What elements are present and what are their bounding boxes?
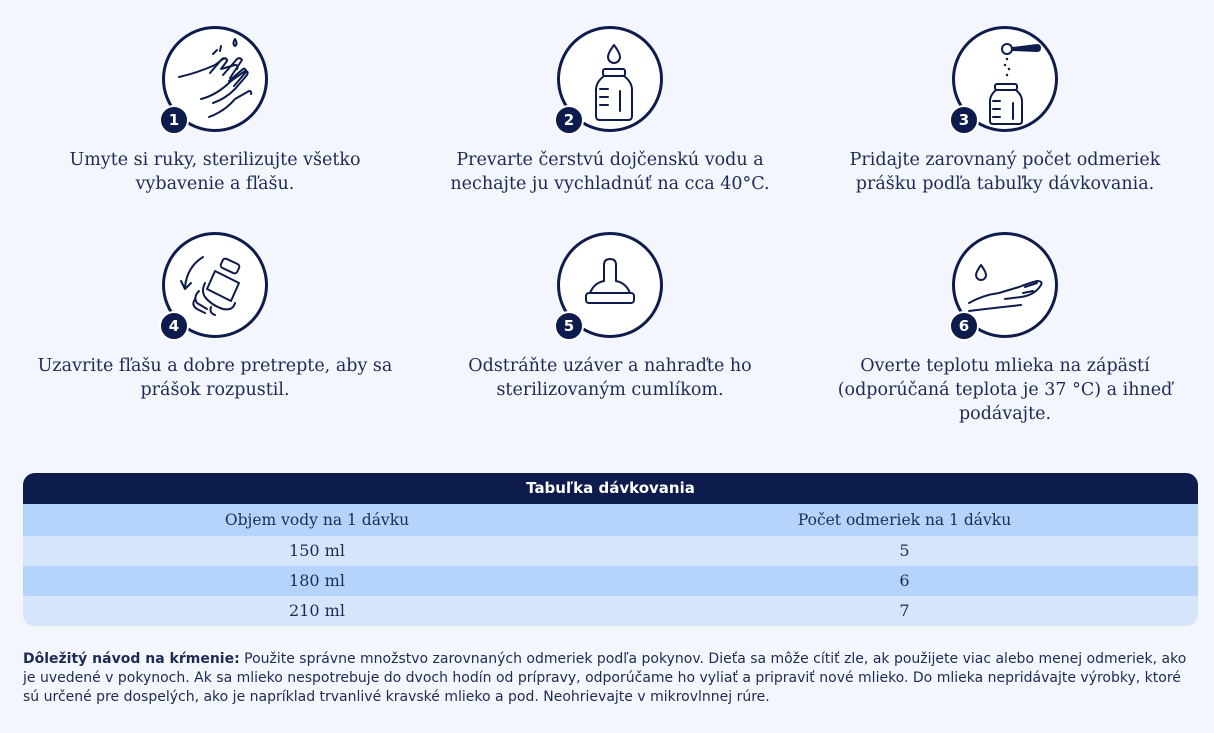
table-cell-volume: 150 ml [289, 541, 345, 560]
table-row [23, 566, 1198, 596]
step-4-text: Uzavrite fľašu a dobre pretrepte, aby sa prášok rozpustil. [37, 356, 393, 400]
table-cell-scoops: 5 [899, 541, 910, 560]
table-header-row [23, 504, 1198, 536]
table-header-scoops: Počet odmeriek na 1 dávku [797, 511, 1012, 529]
dosage-table [23, 473, 1198, 626]
step-1-circle [162, 26, 268, 132]
step-2 [413, 26, 807, 196]
step-4-number: 4 [159, 311, 189, 341]
step-4 [18, 232, 412, 402]
step-2-text: Prevarte čerstvú dojčenskú vodu a nechajte ju vychladnúť na cca 40°C. [450, 150, 770, 194]
step-5-circle [557, 232, 663, 338]
step-4-circle [162, 232, 268, 338]
step-6-text: Overte teplotu mlieka na zápästí (odporúčaná teplota je 37 °C) a ihneď podávajte. [837, 356, 1173, 424]
table-row [23, 536, 1198, 566]
step-3 [808, 26, 1202, 196]
step-6-number: 6 [949, 311, 979, 341]
table-title: Tabuľka dávkovania [23, 473, 1198, 504]
step-1-number: 1 [159, 105, 189, 135]
step-3-circle [952, 26, 1058, 132]
table-row [23, 596, 1198, 626]
feeding-note-text: Použite správne množstvo zarovnaných odmeriek podľa pokynov. Dieťa sa môže cítiť zle, ak použijete viac alebo menej odmeriek, ako je uvedené v pokynoch. Ak sa mlieko nespotrebuje do dvoch hodín od prípravy, odporúčame ho vyliať a pripraviť nové mlieko. Do mlieka nepridávajte výrobky, ktoré sú určené pre dospelých, ako je napríklad trvanlivé kravské mlieko a pod. Neohrievajte v mikrovlnnej rúre. [23, 651, 1187, 705]
step-2-circle [557, 26, 663, 132]
table-cell-volume: 180 ml [289, 571, 345, 590]
step-3-number: 3 [949, 105, 979, 135]
table-cell-volume: 210 ml [289, 601, 345, 620]
step-3-text: Pridajte zarovnaný počet odmeriek prášku podľa tabuľky dávkovania. [849, 150, 1161, 194]
feeding-note-label: Dôležitý návod na kŕmenie: [23, 651, 240, 667]
step-1 [18, 26, 412, 196]
step-6-circle [952, 232, 1058, 338]
step-1-text: Umyte si ruky, sterilizujte všetko vybavenie a fľašu. [69, 150, 361, 194]
table-header-volume: Objem vody na 1 dávku [224, 511, 410, 529]
step-6 [808, 232, 1202, 426]
table-cell-scoops: 7 [899, 601, 910, 620]
feeding-note [23, 650, 1198, 707]
step-2-number: 2 [554, 105, 584, 135]
step-5 [413, 232, 807, 402]
step-5-number: 5 [554, 311, 584, 341]
table-cell-scoops: 6 [899, 571, 910, 590]
step-5-text: Odstráňte uzáver a nahraďte ho sterilizovaným cumlíkom. [468, 356, 752, 400]
